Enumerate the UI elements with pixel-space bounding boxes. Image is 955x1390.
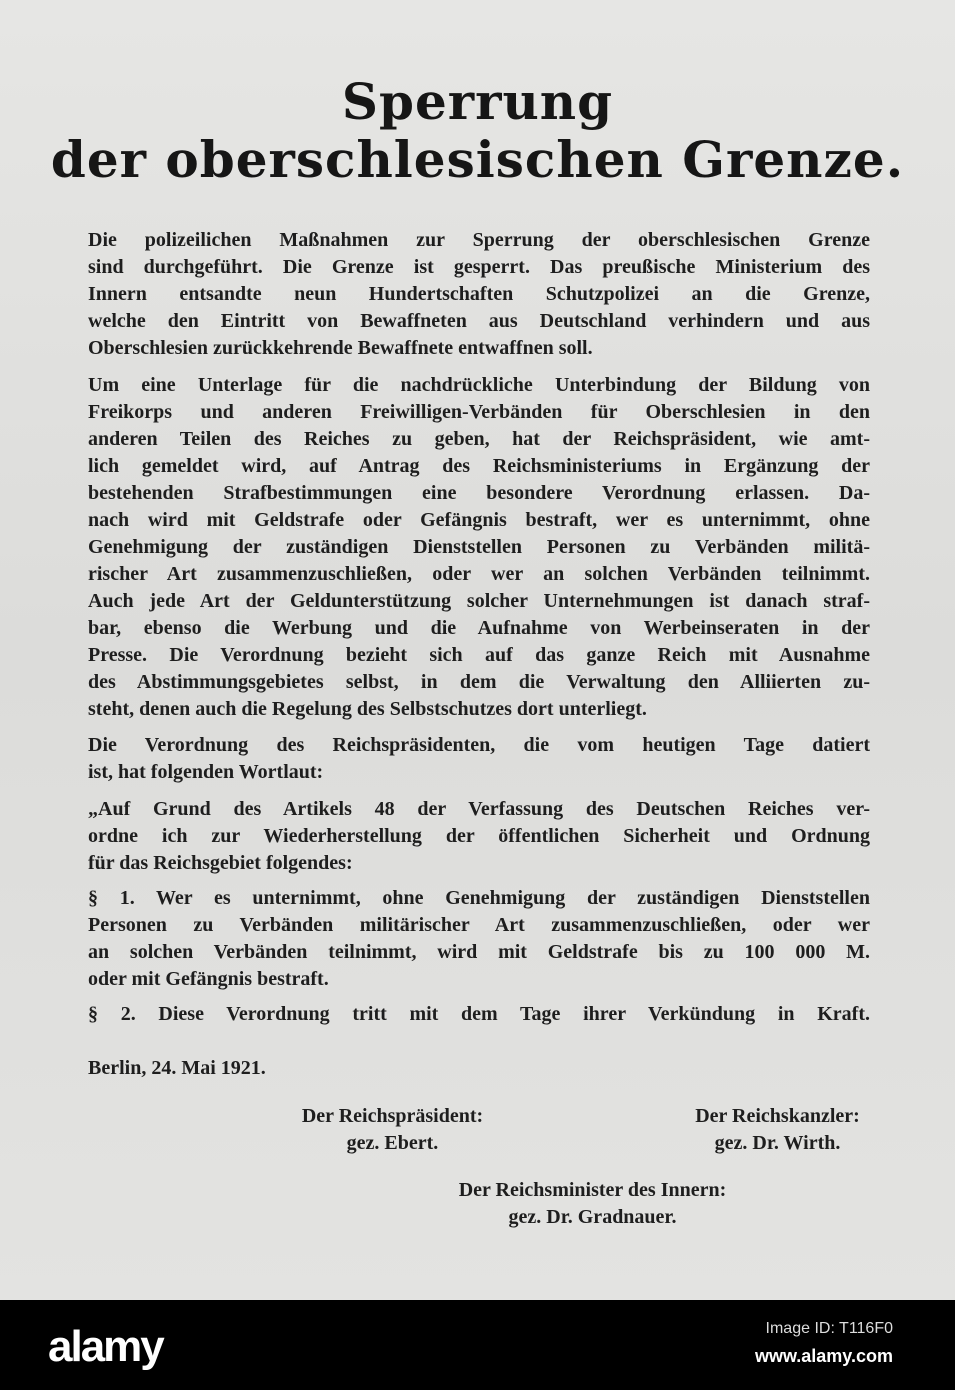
- body-line: steht, denen auch die Regelung des Selbstschutzes dort unterliegt.: [88, 698, 647, 720]
- body-line: anderen Teilen des Reiches zu geben, hat der Reichspräsident, wie amt-: [88, 428, 870, 450]
- chancellor-name: gez. Dr. Wirth.: [714, 1132, 841, 1154]
- body-line: oder mit Gefängnis bestraft.: [88, 968, 329, 990]
- body-line: ist, hat folgenden Wortlaut:: [88, 761, 324, 783]
- body-line: Freikorps und anderen Freiwilligen-Verbänden für Oberschlesien in den: [88, 401, 870, 423]
- minister-title: Der Reichsminister des Innern:: [458, 1179, 727, 1201]
- title-line-1: Sperrung: [341, 72, 614, 131]
- body-line: ordne ich zur Wiederherstellung der öffentlichen Sicherheit und Ordnung: [88, 825, 870, 847]
- body-line: Oberschlesien zurückkehrende Bewaffnete entwaffnen soll.: [88, 337, 593, 359]
- body-line: nach wird mit Geldstrafe oder Gefängnis bestraft, wer es unternimmt, ohne: [88, 509, 870, 531]
- site-url: www.alamy.com: [754, 1346, 893, 1366]
- body-line: welche den Eintritt von Bewaffneten aus Deutschland verhindern und aus: [88, 310, 870, 332]
- president-name: gez. Ebert.: [346, 1132, 439, 1154]
- body-line: „Auf Grund des Artikels 48 der Verfassung des Deutschen Reiches ver-: [88, 798, 870, 820]
- body-line: Auch jede Art der Geldunterstützung solcher Unternehmungen ist danach straf-: [88, 590, 870, 612]
- body-line: an solchen Verbänden teilnimmt, wird mit Geldstrafe bis zu 100 000 M.: [88, 941, 870, 963]
- body-line: Die Verordnung des Reichspräsidenten, die vom heutigen Tage datiert: [88, 734, 870, 756]
- body-line: Um eine Unterlage für die nachdrückliche Unterbindung der Bildung von: [88, 374, 870, 396]
- title-line-2: der oberschlesischen Grenze.: [50, 130, 905, 189]
- body-line: bar, ebenso die Werbung und die Aufnahme von Werbeinseraten in der: [88, 617, 870, 639]
- body-line: Innern entsandte neun Hundertschaften Schutzpolizei an die Grenze,: [88, 283, 870, 305]
- alamy-logo: alamy: [48, 1322, 163, 1371]
- body-line: Presse. Die Verordnung bezieht sich auf das ganze Reich mit Ausnahme: [88, 644, 870, 666]
- president-title: Der Reichspräsident:: [301, 1105, 484, 1127]
- body-line: Berlin, 24. Mai 1921.: [88, 1057, 266, 1079]
- image-id-label: Image ID: T116F0: [765, 1320, 893, 1337]
- body-line: Genehmigung der zuständigen Dienststellen Personen zu Verbänden militä-: [88, 536, 870, 558]
- body-line: lich gemeldet wird, auf Antrag des Reichsministeriums in Ergänzung der: [88, 455, 870, 477]
- body-line: rischer Art zusammenzuschließen, oder wer an solchen Verbänden teilnimmt.: [88, 563, 870, 585]
- body-line: Die polizeilichen Maßnahmen zur Sperrung der oberschlesischen Grenze: [88, 229, 870, 251]
- body-line: sind durchgeführt. Die Grenze ist gesperrt. Das preußische Ministerium des: [88, 256, 870, 278]
- body-line: § 1. Wer es unternimmt, ohne Genehmigung der zuständigen Dienststellen: [88, 887, 870, 909]
- body-line: Personen zu Verbänden militärischer Art zusammenzuschließen, oder wer: [88, 914, 870, 936]
- chancellor-title: Der Reichskanzler:: [695, 1105, 860, 1127]
- body-line: bestehenden Strafbestimmungen eine besondere Verordnung erlassen. Da-: [88, 482, 870, 504]
- body-line: für das Reichsgebiet folgendes:: [88, 852, 353, 874]
- body-line: § 2. Diese Verordnung tritt mit dem Tage ihrer Verkündung in Kraft.: [88, 1003, 870, 1025]
- body-line: des Abstimmungsgebietes selbst, in dem die Verwaltung den Alliierten zu-: [88, 671, 870, 693]
- watermark-strip: [0, 1300, 955, 1390]
- minister-name: gez. Dr. Gradnauer.: [508, 1206, 677, 1228]
